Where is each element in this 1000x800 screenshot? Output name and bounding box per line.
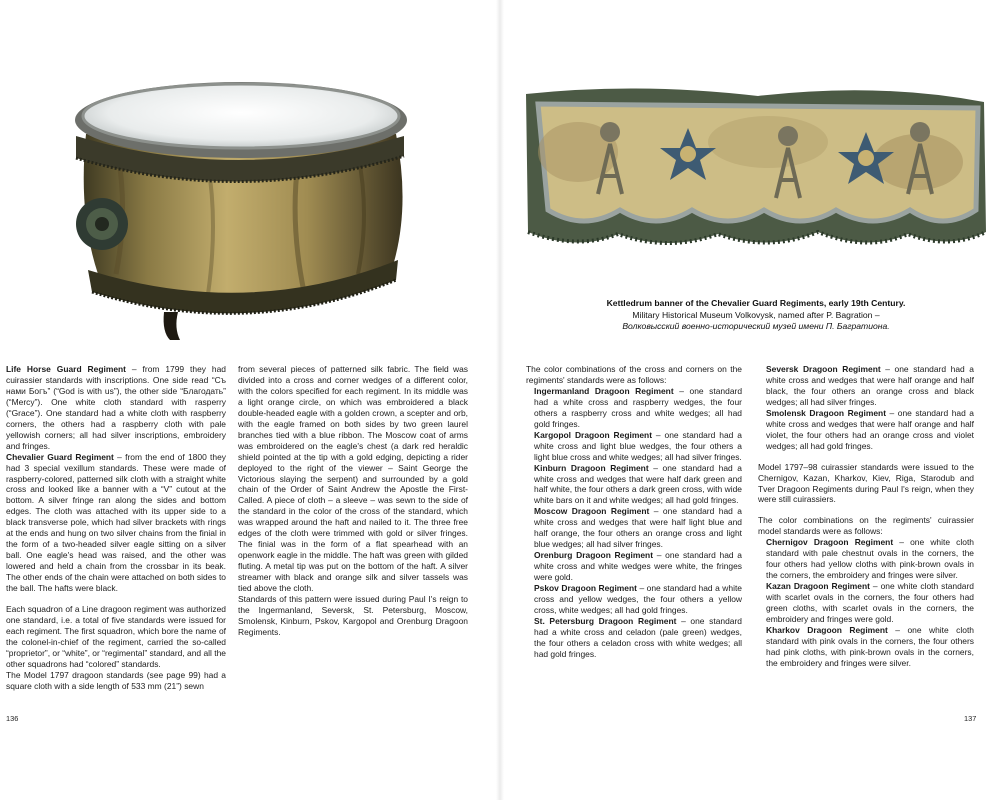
list-item [758,408,974,452]
page-number: 136 [6,714,19,723]
paragraph [6,452,226,594]
list-item [526,616,742,660]
regiment-heading: Moscow Dragoon Regiment [534,506,650,517]
caption-museum: Military Historical Museum Volkovysk, named after P. Bagration – [632,309,880,320]
page-number: 137 [964,714,977,723]
regiment-heading: Ingermanland Dragoon Regiment [534,385,674,396]
regiment-heading: Kargopol Dragoon Regiment [534,429,652,440]
paragraph: Each squadron of a Line dragoon regiment was authorized one standard, i.e. a total of five standards were issued for each regiment. The first squadron, which bore the name of the colonel-in-chief of the regiment, carried the so-called “proprietor”, or “white”, or “regimental” standard, and all the other squadrons had “colored” standards. [6,604,226,669]
paragraph-text: – one standard had a white cross and white wedges were white, the fringes were gold. [534,550,742,583]
regiment-heading: St. Petersburg Dragoon Regiment [534,615,677,626]
regiment-heading: Life Horse Guard Regiment [6,364,126,374]
paragraph-text: – one standard had a white cross and wedges that were half dark green and half white, the four others a dark green cross, with wide white bars on it and white wedges; all had gold fringes. [534,462,742,506]
regiment-heading: Seversk Dragoon Regiment [766,364,881,374]
caption-museum-russian: Волковысский военно-исторический музей имени П. Багратиона. [622,321,890,332]
list-item [758,537,974,581]
paragraph: The Model 1797 dragoon standards (see page 99) had a square cloth with a side length of 533 mm (21”) sewn [6,669,226,691]
right-column-2 [758,364,974,669]
regiment-heading: Orenburg Dragoon Regiment [534,550,654,561]
list-item [758,364,974,408]
list-item [758,625,974,669]
figure-caption [560,298,952,333]
left-column-1 [6,364,226,692]
caption-title: Kettledrum banner of the Chevalier Guard Regiments, early 19th Century. [606,298,906,308]
kettledrum-photo [58,74,414,342]
list-item [526,463,742,507]
regiment-heading: Kazan Dragoon Regiment [766,581,870,592]
regiment-heading: Smolensk Dragoon Regiment [766,407,887,418]
list-item [526,583,742,616]
paragraph: from several pieces of patterned silk fabric. The field was divided into a cross and corner wedges of a different color, with the colors specified for each regiment. In its middle was a light orange circle, on which was embroidered a black double-headed eagle with a golden crown, a scepter and orb, with the eagle framed on both sides by two green laurel branches tied with a blue ribbon. The Moscow coat of arms was embroidered on the eagle's chest (a dark red heraldic shield pointed at the tip with a gold edging, depicting a rider deployed to the right of the viewer – Saint George the Victorious slaying the serpent) and surrounded by a gold chain of the Order of Saint Andrew the Apostle the First-Called. A piece of cloth – a sleeve – was sewn to the side of the standard in the color of the cross of the standard, which was wrapped around the haft and nailed to it. The three free edges of the cloth were trimmed with gold or silver fringes. The finial was in the form of a flat spearhead with an openwork eagle in the middle. The haft was green with gilded fluting. A metal tip was put on the bottom of the haft. A silver streamer with black and orange silk and silver tassels was tied above the cloth. [238,364,468,594]
regiment-heading: Chevalier Guard Regiment [6,451,114,462]
paragraph: Model 1797–98 cuirassier standards were issued to the Chernigov, Kazan, Kharkov, Kiev, Riga, Starodub and Tver Dragoon Regiments during Paul I's reign, when they were still cuirassiers. [758,461,974,505]
paragraph-text: – one standard had a white cross and wedges that were half orange and half violet, the four others had an orange cross and violet wedges; all had gold fringes. [766,407,974,451]
paragraph: Standards of this pattern were issued during Paul I's reign to the Ingermanland, Seversk, St. Petersburg, Moscow, Smolensk, Kinburn, Pskov, Kargopol and Orenburg Dragoon Regiments. [238,594,468,637]
list-item [758,581,974,625]
paragraph: The color combinations of the cross and corners on the regiments' standards were as follows: [526,364,742,385]
list-item [526,506,742,550]
paragraph-text: – one white cloth standard with pale chestnut ovals in the corners, the four others had yellow cloths with pink-brown ovals in the corners, the embroidery and fringes were silver. [766,537,974,581]
paragraph-text: – one white cloth standard with scarlet ovals in the corners, the four others had green cloths, with scarlet ovals in the corners, the embroidery and fringes were gold. [766,581,974,625]
paragraph-text: – one standard had a white cross and raspberry wedges, the four others a raspberry cross and white wedges; all had gold fringes. [534,385,743,429]
paragraph-text: – one standard had a white cross and light blue wedges, the four others a light blue cross and white wedges; all had silver fringes. [534,429,742,462]
paragraph-text: – one white cloth standard with pink ovals in the corners, the four others had pink cloths, with pink-brown ovals in the corners, the embroidery and fringes were silver. [766,624,974,668]
list-item [526,430,742,463]
kettledrum-banner-photo [518,82,990,252]
list-item [526,386,742,430]
paragraph: The color combinations on the regiments' cuirassier model standards were as follows: [758,515,974,537]
regiment-heading: Kinburn Dragoon Regiment [534,462,649,473]
paragraph-text: – one standard had a white cross and wedges that were half light blue and half orange, the four others an orange cross and light blue wedges; all had silver fringes. [534,506,742,550]
paragraph-text: – from 1799 they had cuirassier standards with inscriptions. One side read “Съ нами Богъ” (“God is with us”), the other side “Благодать” (“Mercy”). One white cloth standard with rasperry (“Grace”). One standard had a white cloth with raspberry corners, the others had a raspberry cloth with pale yellowish corners; all had silver inscriptions, embroidery and fringes. [6,364,226,451]
paragraph [6,364,226,452]
list-item [526,550,742,583]
paragraph-text: – one standard had a white cross and yellow wedges, the four others a yellow cross, white wedges; all had gold fringes. [534,583,742,615]
left-column-2 [238,364,468,638]
regiment-heading: Chernigov Dragoon Regiment [766,537,894,548]
paragraph-text: – one standard had a white cross and celadon (pale green) wedges, the four others a celadon cross with white wedges; all had gold fringes. [534,615,742,659]
right-column-1 [526,364,742,660]
regiment-heading: Kharkov Dragoon Regiment [766,624,888,635]
regiment-heading: Pskov Dragoon Regiment [534,583,637,594]
paragraph-text: – one standard had a white cross and wedges that were half orange and half black, the four others an orange cross and black wedges; all had silver fringes. [766,364,974,407]
paragraph-text: – from the end of 1800 they had 3 special vexillum standards. These were made of raspberry-colored, patterned silk cloth with a straight white cross and looked like a banner with a “V” cutout at the bottom. A silver fringe ran along the sides and bottom edges. The cloth was attached with its upper side to a black transverse pole, which had silver brackets with rings at the ends and hung on two silver chains from the finial in the form of a two-headed silver eagle sitting on a silver ball. One eagle's head was raised, and the other was lowered and held a chain from the crossbar in its beak. The other ends of the chain were attached on both sides to the ball. The hafts were black. [6,451,226,594]
